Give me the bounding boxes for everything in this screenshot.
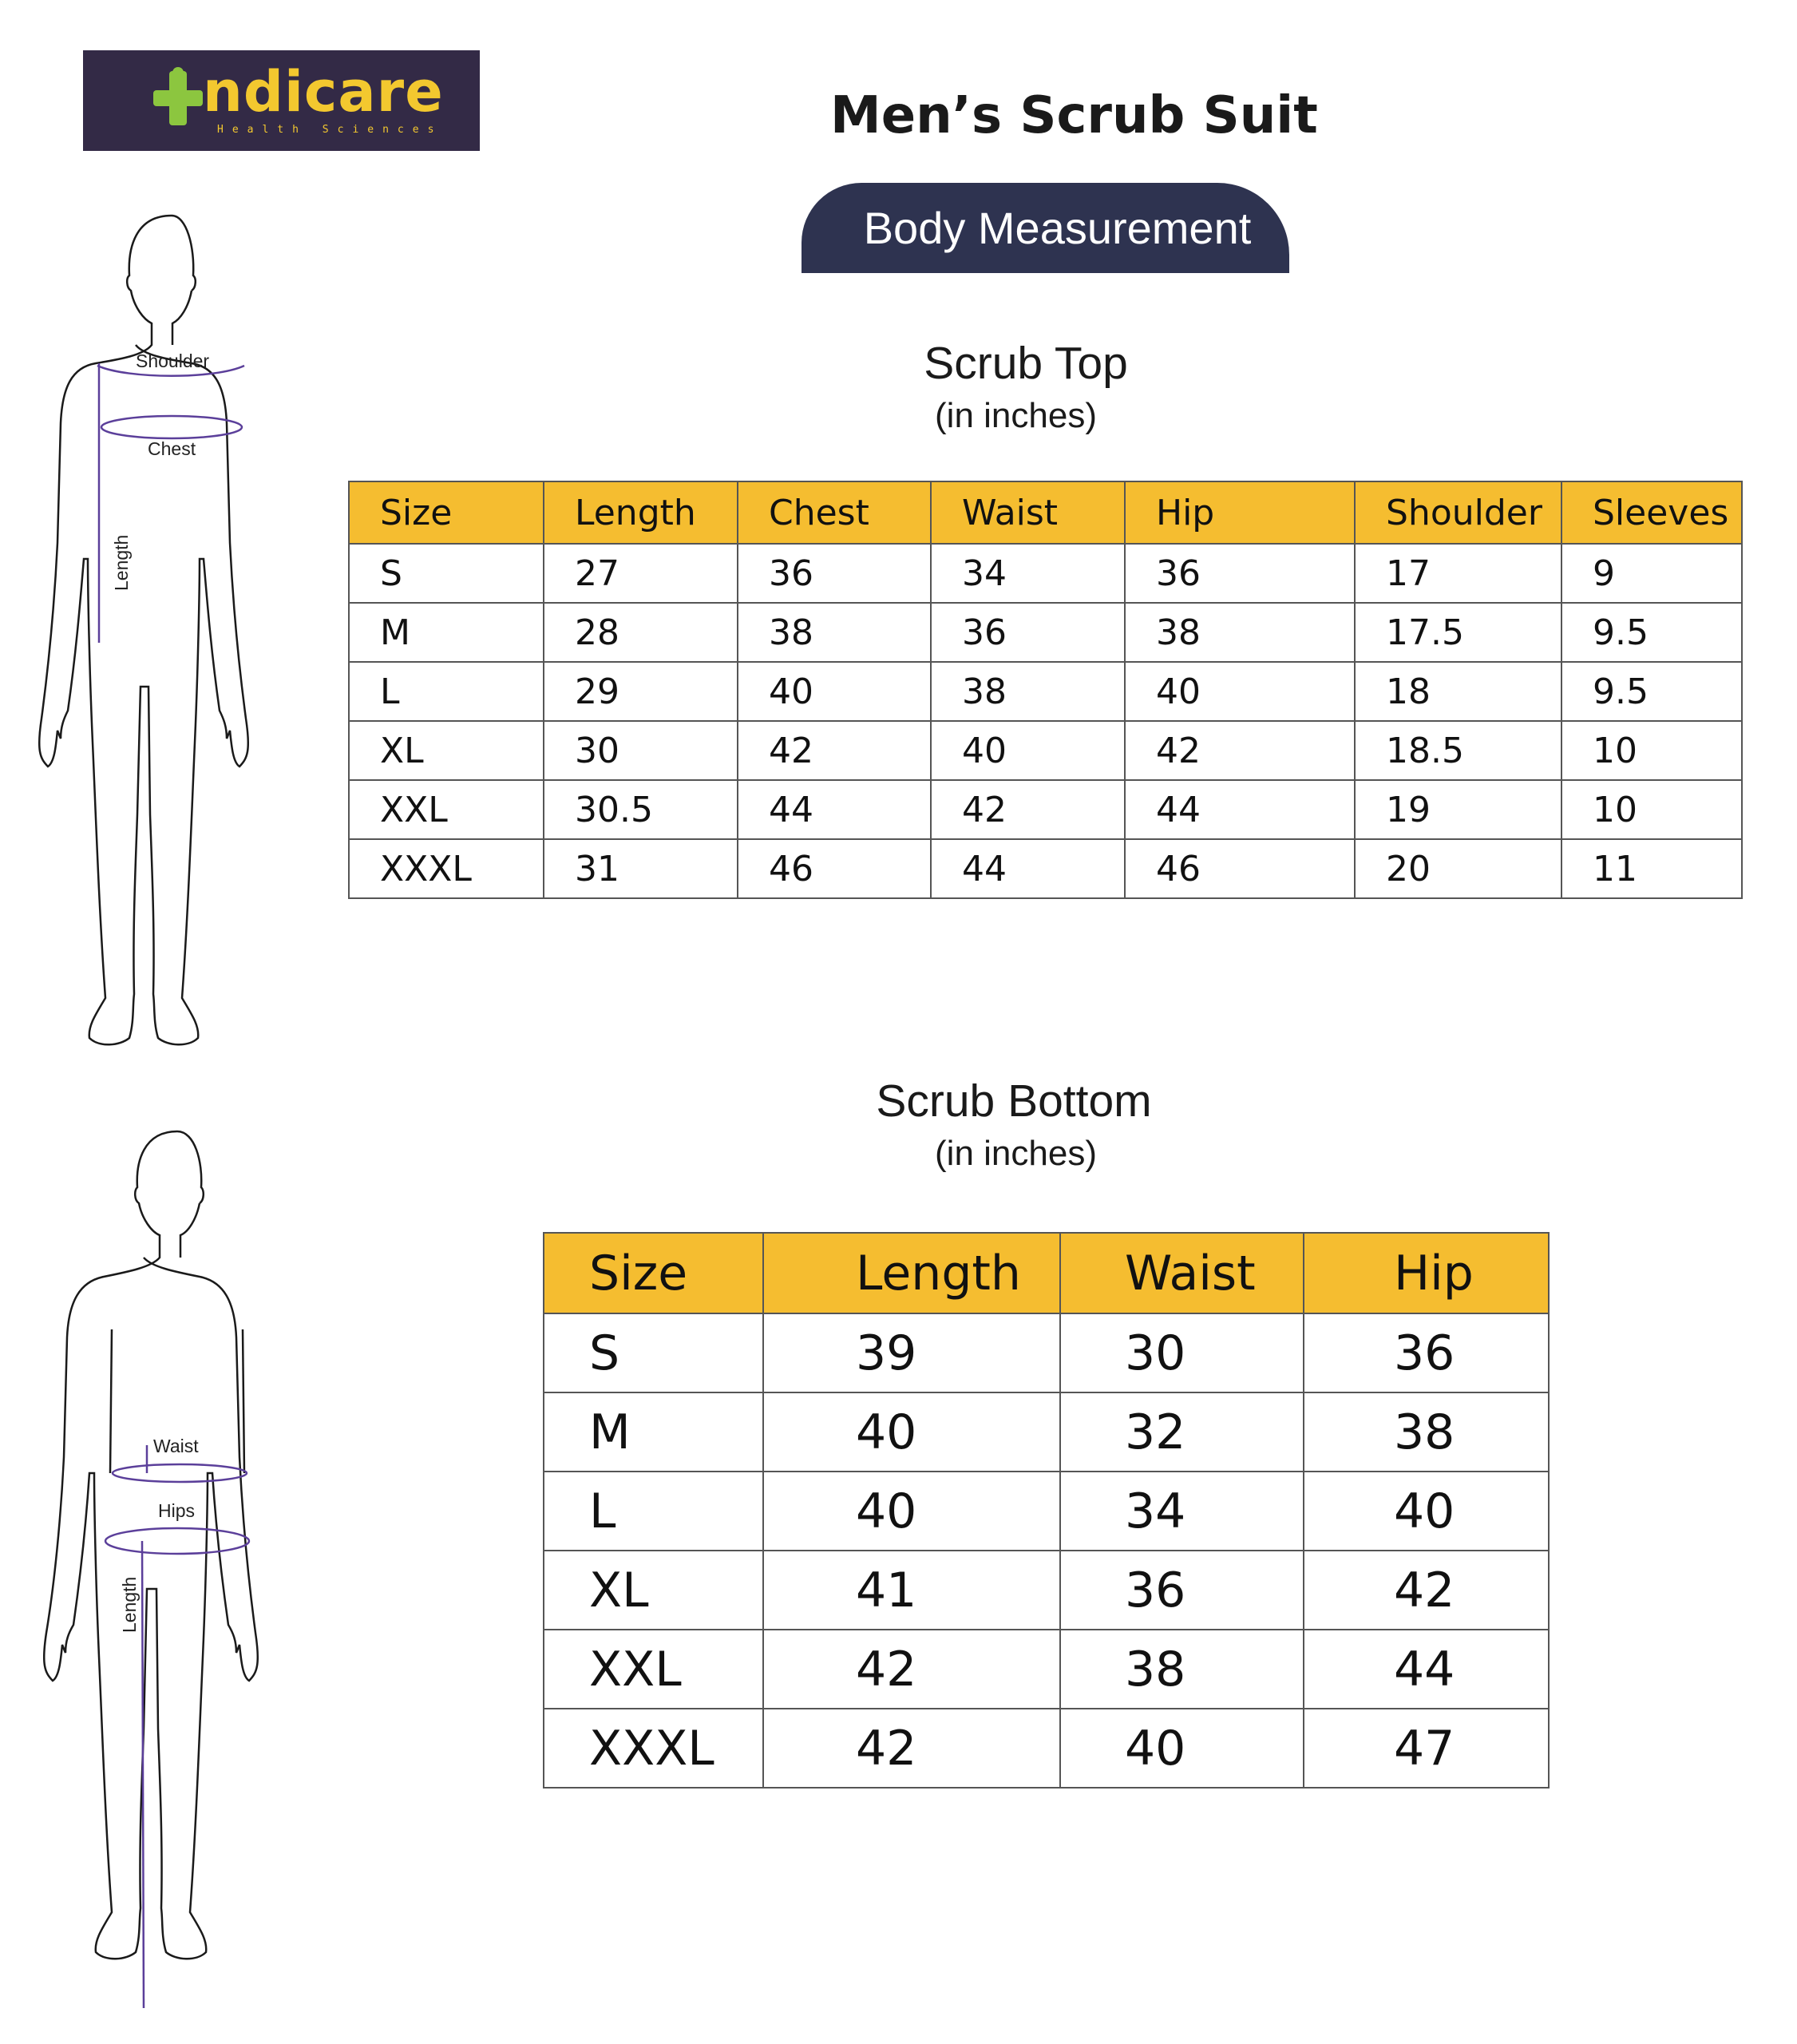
table-cell: XL (544, 1551, 763, 1630)
table-cell: 47 (1304, 1709, 1549, 1788)
table-cell: 40 (1304, 1472, 1549, 1551)
table-cell: 40 (1125, 662, 1355, 721)
column-header: Length (763, 1233, 1060, 1313)
column-header: Length (544, 481, 738, 544)
table-cell: 42 (931, 780, 1125, 839)
table-cell: 42 (763, 1709, 1060, 1788)
table-row (349, 721, 1742, 780)
table-cell: 38 (738, 603, 931, 662)
table-cell: XL (349, 721, 544, 780)
table-cell: 40 (738, 662, 931, 721)
table-row (544, 1709, 1549, 1788)
column-header: Hip (1125, 481, 1355, 544)
table-cell: 28 (544, 603, 738, 662)
table-cell: 41 (763, 1551, 1060, 1630)
scrub-bottom-title: Scrub Bottom (876, 1075, 1152, 1127)
column-header: Waist (1060, 1233, 1304, 1313)
table-cell: 36 (1125, 544, 1355, 603)
table-cell: XXXL (544, 1709, 763, 1788)
table-cell: L (544, 1472, 763, 1551)
scrub-bottom-unit: (in inches) (935, 1134, 1097, 1173)
table-header-row (349, 481, 1742, 544)
table-cell: 44 (738, 780, 931, 839)
table-cell: 40 (763, 1392, 1060, 1472)
table-row (544, 1551, 1549, 1630)
table-cell: 40 (931, 721, 1125, 780)
table-cell: 10 (1561, 780, 1742, 839)
table-cell: 10 (1561, 721, 1742, 780)
table-cell: 36 (931, 603, 1125, 662)
column-header: Shoulder (1355, 481, 1561, 544)
table-cell: 44 (1125, 780, 1355, 839)
table-cell: 44 (1304, 1630, 1549, 1709)
table-cell: 34 (1060, 1472, 1304, 1551)
body-figure-top (32, 208, 319, 1102)
table-cell: 32 (1060, 1392, 1304, 1472)
shoulder-label: Shoulder (136, 351, 210, 371)
chest-label: Chest (148, 438, 196, 459)
table-cell: 11 (1561, 839, 1742, 898)
table-cell: XXL (349, 780, 544, 839)
table-cell: 27 (544, 544, 738, 603)
scrub-bottom-table (543, 1232, 1550, 1788)
table-cell: 46 (738, 839, 931, 898)
table-cell: 36 (1304, 1313, 1549, 1392)
column-header: Size (349, 481, 544, 544)
table-row (349, 603, 1742, 662)
logo-brand-text: ndicare (203, 59, 444, 125)
section-badge: Body Measurement (802, 183, 1289, 273)
table-cell: 39 (763, 1313, 1060, 1392)
table-row (544, 1630, 1549, 1709)
table-cell: 30 (544, 721, 738, 780)
table-cell: 9.5 (1561, 603, 1742, 662)
table-cell: 18.5 (1355, 721, 1561, 780)
table-cell: 40 (1060, 1709, 1304, 1788)
table-cell: S (544, 1313, 763, 1392)
table-row (349, 662, 1742, 721)
table-cell: 44 (931, 839, 1125, 898)
table-row (349, 839, 1742, 898)
table-cell: 38 (1304, 1392, 1549, 1472)
table-cell: 38 (1060, 1630, 1304, 1709)
table-cell: 9 (1561, 544, 1742, 603)
table-cell: XXL (544, 1630, 763, 1709)
waist-label: Waist (153, 1436, 199, 1456)
length-label: Length (111, 534, 132, 591)
hips-label: Hips (158, 1500, 196, 1521)
column-header: Waist (931, 481, 1125, 544)
table-cell: 30 (1060, 1313, 1304, 1392)
table-cell: M (349, 603, 544, 662)
table-cell: M (544, 1392, 763, 1472)
table-cell: 36 (1060, 1551, 1304, 1630)
table-cell: 17 (1355, 544, 1561, 603)
table-cell: L (349, 662, 544, 721)
table-cell: 34 (931, 544, 1125, 603)
table-cell: 46 (1125, 839, 1355, 898)
table-cell: 38 (931, 662, 1125, 721)
table-cell: 19 (1355, 780, 1561, 839)
table-cell: 18 (1355, 662, 1561, 721)
column-header: Sleeves (1561, 481, 1742, 544)
table-row (544, 1313, 1549, 1392)
medical-cross-icon (150, 66, 206, 130)
column-header: Size (544, 1233, 763, 1313)
table-cell: 30.5 (544, 780, 738, 839)
table-cell: 29 (544, 662, 738, 721)
length-label: Length (119, 1576, 140, 1633)
body-figure-bottom (32, 1122, 327, 2016)
table-cell: XXXL (349, 839, 544, 898)
column-header: Chest (738, 481, 931, 544)
table-cell: 36 (738, 544, 931, 603)
logo-tagline: Health Sciences (217, 124, 443, 136)
table-row (544, 1472, 1549, 1551)
table-cell: 9.5 (1561, 662, 1742, 721)
table-cell: 38 (1125, 603, 1355, 662)
table-cell: 40 (763, 1472, 1060, 1551)
table-cell: 17.5 (1355, 603, 1561, 662)
table-cell: 42 (1304, 1551, 1549, 1630)
table-cell: S (349, 544, 544, 603)
table-cell: 31 (544, 839, 738, 898)
table-cell: 42 (763, 1630, 1060, 1709)
table-header-row (544, 1233, 1549, 1313)
scrub-top-unit: (in inches) (935, 396, 1097, 435)
table-cell: 42 (738, 721, 931, 780)
table-cell: 20 (1355, 839, 1561, 898)
scrub-top-table (348, 481, 1743, 899)
table-row (349, 780, 1742, 839)
page-title: Men’s Scrub Suit (830, 86, 1318, 145)
table-row (544, 1392, 1549, 1472)
column-header: Hip (1304, 1233, 1549, 1313)
table-cell: 42 (1125, 721, 1355, 780)
brand-logo (83, 50, 480, 151)
table-row (349, 544, 1742, 603)
scrub-top-title: Scrub Top (924, 338, 1128, 389)
